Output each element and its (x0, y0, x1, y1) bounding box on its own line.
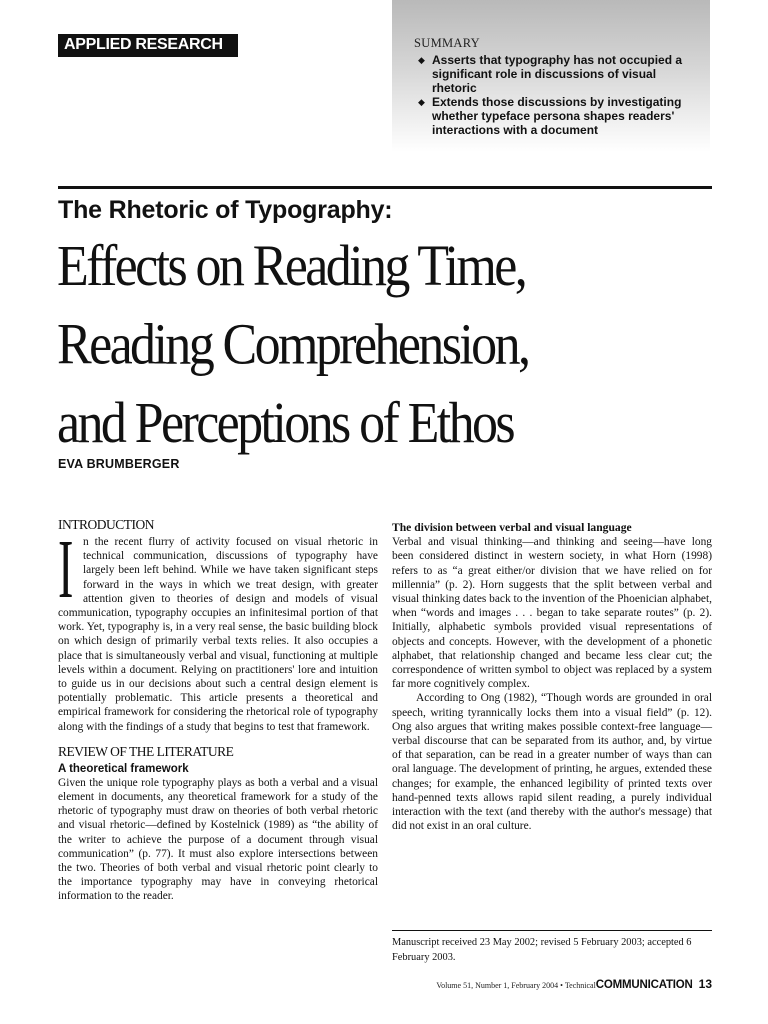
page-number: 13 (698, 977, 712, 991)
drop-cap: I (58, 523, 74, 616)
review-paragraph: Given the unique role typography plays as both a verbal and a visual element in documents, any theoretical framework for a study of the rhetoric of typography must draw on theories of both verbal rhetoric and visual rhetoric—defined by Kostelnick (1989) as “the ability of the writer to achieve the purpose of a document through visual communication” (p. 77). It must also explore intersections between the two. Theories of both verbal and visual rhetoric point clearly to the importance typography may have in conveying rhetorical information to the reader. (58, 776, 378, 903)
introduction-heading: INTRODUCTION (58, 517, 154, 532)
introduction-text: n the recent flurry of activity focused on visual rhetoric in technical communication, discussions of typography have largely been left behind. While we have taken significant steps forward in the ways in which we treat design, with greater attention given to theories of design and models of visual communication, typography occupies an infinitesimal portion of that work. Yet, typography is, in a very real sense, the basic building block on which design of primarily verbal texts relies. It also occupies a place that is simultaneously verbal and visual, functioning at multiple levels within a document. Relying on practitioners' lore and intuition to guide us in our decisions about such a central design element is potentially problematic. This article presents a theoretical and empirical framework for considering the rhetorical role of typography along with the findings of a study that begins to test that framework. (58, 536, 378, 733)
review-heading: REVIEW OF THE LITERATURE (58, 743, 234, 759)
summary-item-text: Asserts that typography has not occupied a significant role in discussions of visual rhetoric (432, 53, 683, 95)
right-column (392, 521, 712, 833)
left-column (58, 517, 378, 904)
title-line: and Perceptions of Ethos (57, 391, 514, 456)
title-rule (58, 186, 712, 189)
footnote-rule (392, 930, 712, 931)
summary-box (392, 0, 710, 152)
issue-info: Volume 51, Number 1, February 2004 • Technical (436, 981, 596, 990)
manuscript-note: Manuscript received 23 May 2002; revised 5 February 2003; accepted 6 February 2003. (392, 937, 692, 963)
framework-subhead: A theoretical framework (58, 762, 189, 775)
summary-item (414, 95, 700, 137)
title-line: Effects on Reading Time, (57, 234, 526, 299)
section-tag: APPLIED RESEARCH (58, 34, 238, 57)
title-line: Reading Comprehension, (57, 313, 529, 377)
article-title (57, 228, 717, 463)
summary-heading: SUMMARY (414, 36, 481, 50)
article-kicker: The Rhetoric of Typography: (58, 196, 393, 224)
diamond-bullet-icon: ◆ (418, 97, 425, 107)
page-footer (436, 977, 712, 991)
author-name: EVA BRUMBERGER (58, 457, 180, 471)
summary-list (414, 53, 700, 137)
summary-item (414, 53, 700, 95)
ong-paragraph: According to Ong (1982), “Though words are grounded in oral speech, writing tyrannically locks them into a visual field” (p. 12). Ong also argues that writing makes possible context-free language—verbal discourse that can be separated from its author, and, by virtue of that separation, can be read in a greater number of ways than can oral language. The development of printing, he argues, extended these changes; for example, the enhanced legibility of printed texts over hand-penned texts allows rapid silent reading, a purely individual interaction with the text (and thereby with the author's message) that did not exist in an oral culture. (392, 692, 712, 833)
division-heading: The division between verbal and visual language (392, 521, 632, 534)
journal-name: COMMUNICATION (595, 979, 693, 991)
diamond-bullet-icon: ◆ (418, 55, 425, 65)
division-paragraph: Verbal and visual thinking—and thinking and seeing—have long been considered distinct in western society, in what Horn (1998) refers to as “a great either/or division that we have relied on for millennia” (p. 2). Horn suggests that the split between verbal and visual thinking dates back to the invention of the Phoenician alphabet, when “words and images . . . began to take separate routes” (p. 2). Initially, alphabetic symbols provided visual representations of objects and concepts. However, with the development of a phonetic alphabet, that relationship changed and became less clear cut; the correspondence of written symbol to object was replaced by a system far more cognitively complex. (392, 536, 712, 691)
summary-item-text: Extends those discussions by investigating whether typeface persona shapes readers' interactions with a document (432, 95, 682, 137)
